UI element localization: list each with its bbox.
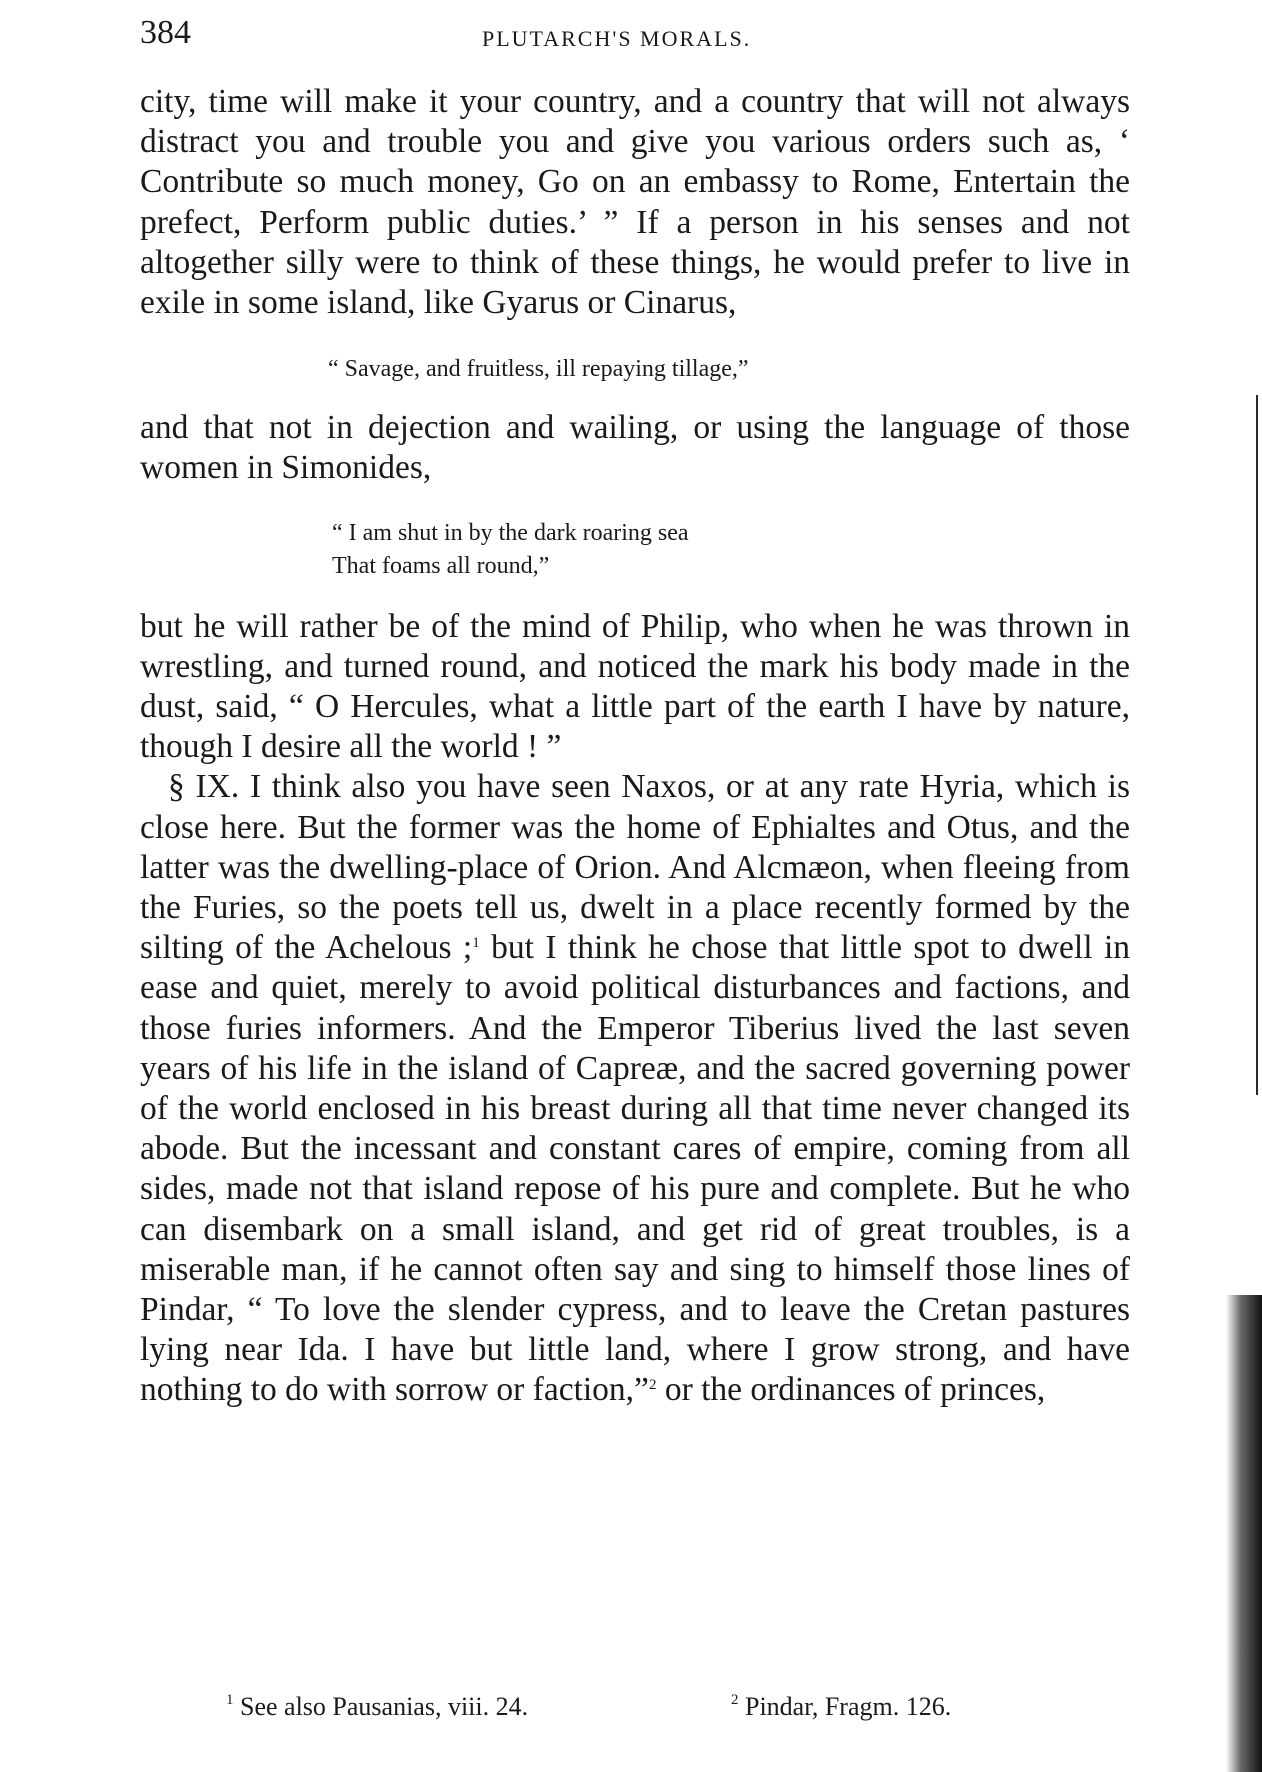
- footnote: [226, 1692, 528, 1722]
- verse-line: That foams all round,”: [332, 552, 550, 579]
- footnote-text: Pindar, Fragm. 126.: [745, 1692, 952, 1721]
- footnote-marker: 1: [226, 1692, 234, 1708]
- footnote-reference: 2: [648, 1377, 657, 1394]
- paragraph-text: § IX. I think also you have seen Naxos, or at any rate Hyria, which is close here. But the former was the home of Ephialtes and Otus, and the latter was the dwelling-place of Orion. And Alcmæon, when fleeing from the Furies, so the poets tell us, dwelt in a place recently formed by the silting of the Achelous ;: [140, 768, 1130, 967]
- paragraph-text: or the ordinances of princes,: [656, 1371, 1046, 1409]
- body-text: [140, 82, 1130, 1411]
- verse-quotation: “ Savage, and fruitless, ill repaying tillage,”: [328, 356, 749, 383]
- running-head: PLUTARCH'S MORALS.: [482, 26, 752, 51]
- verse-line: “ I am shut in by the dark roaring sea: [332, 519, 689, 546]
- page-number: 384: [140, 14, 191, 51]
- binding-shadow: [1226, 1295, 1262, 1772]
- page-header: [140, 14, 1130, 64]
- paragraph: and that not in dejection and wailing, or using the language of those women in Simonides,: [140, 409, 1130, 487]
- footnote-marker: 2: [731, 1692, 739, 1708]
- footnote-text: See also Pausanias, viii. 24.: [240, 1692, 529, 1721]
- page-edge-line: [1256, 395, 1258, 1095]
- paragraph: but he will rather be of the mind of Philip, who when he was thrown in wrestling, and turned round, and noticed the mark his body made in the dust, said, “ O Hercules, what a little part of the earth I have by nature, though I desire all the world ! ”: [140, 607, 1130, 766]
- footnote-reference: 1: [472, 935, 480, 952]
- paragraph: city, time will make it your country, and a country that will not always distract you and trouble you and give you various orders such as, ‘ Contribute so much money, Go on an embassy to Rome, Entertain the prefect, Perform public duties.’ ” If a person in his senses and not altogether silly were to think of these things, he would prefer to live in exile in some island, like Gyarus or Cinarus,: [140, 83, 1130, 322]
- paragraph-text: but I think he chose that little spot to dwell in ease and quiet, merely to avoid political disturbances and factions, and those furies informers. And the Emperor Tiberius lived the last seven years of his life in the island of Capreæ, and the sacred governing power of the world enclosed in his breast during all that time never changed its abode. But the incessant and constant cares of empire, coming from all sides, made not that island repose of his pure and complete. But he who can disembark on a small island, and get rid of great troubles, is a miserable man, if he cannot often say and sing to himself those lines of Pindar, “ To love the slender cypress, and to leave the Cretan pastures lying near Ida. I have but little land, where I grow strong, and have nothing to do with sorrow or faction,”: [140, 929, 1130, 1409]
- section-paragraph: [140, 767, 1130, 1410]
- footnote: [731, 1692, 951, 1722]
- verse-quotation: [140, 517, 1130, 583]
